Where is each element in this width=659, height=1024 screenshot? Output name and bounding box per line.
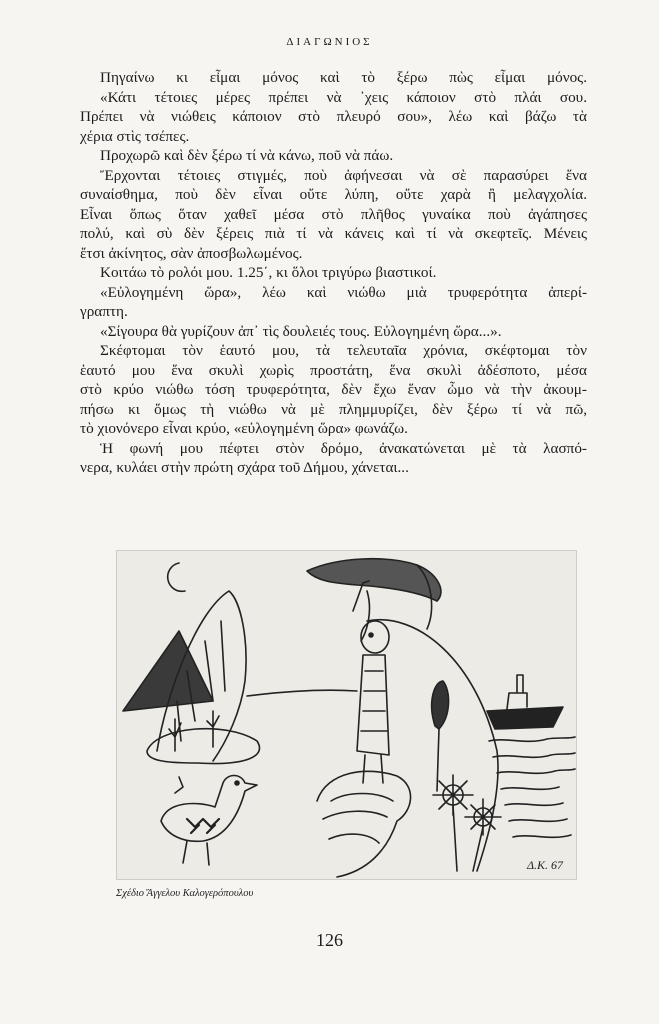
text-line: Σκέφτομαι τὸν ἑαυτό μου, τὰ τελευταῖα χρόνια, σκέφτομαι τὸν	[100, 342, 587, 359]
text-line: συναίσθημα, ποὺ δὲν εἶναι οὔτε λύπη, οὔτε χαρὰ ἢ μελαγχολία.	[80, 186, 587, 203]
text-line: ἑαυτό μου ἕνα σκυλὶ χωρὶς προστάτη, ἕνα σκυλὶ ἀδέσποτο, μέσα	[80, 361, 587, 379]
artist-signature: Δ.Κ. 67	[527, 858, 564, 872]
figure-caption: Σχέδιο Ἄγγελου Καλογερόπουλου	[116, 888, 254, 899]
flower-icon	[465, 799, 501, 871]
flower-icon	[433, 775, 473, 871]
text-line: «Σίγουρα θὰ γυρίζουν ἀπ᾽ τὶς δουλειές τους. Εὐλογημένη ὥρα...».	[100, 322, 502, 340]
hill-shape	[367, 620, 498, 871]
body-text	[80, 68, 587, 478]
text-line: ἔτσι ἀκίνητος, σὰν ἀποσβωλωμένος.	[80, 244, 303, 262]
text-line: νερα, κυλάει στὴν πρώτη σχάρα τοῦ Δήμου, χάνεται...	[80, 459, 409, 476]
text-line: Εἶναι ὅπως ὅταν χαθεῖ μέσα στὸ πλῆθος γυναίκα ποὺ ἀγάπησες	[80, 205, 587, 223]
island-mound	[147, 729, 260, 764]
text-line: χέρια στὶς τσέπες.	[80, 127, 190, 145]
leaf-tree	[432, 681, 449, 729]
drawing-illustration	[116, 550, 577, 880]
text-line: Προχωρῶ καὶ δὲν ξέρω τί νὰ κάνω, ποῦ νὰ πάω.	[100, 147, 394, 164]
sea-waves	[489, 737, 575, 837]
text-line: Ἔρχονται τέτοιες στιγμές, ποὺ ἀφήνεσαι νὰ σὲ παρασύρει ἕνα	[100, 166, 587, 184]
drawing-svg	[117, 551, 576, 879]
text-line: στὸ κρύο νιώθω τόση τρυφερότητα, δὲν ἔχω ἕναν ὦμο νὰ τὴν ἀκουμ-	[80, 381, 587, 398]
text-line: πήσω κι ὅμως τὴ νιώθω νὰ μὲ πλημμυρίζει, δὲν ξέρω τί νὰ πῶ,	[80, 400, 587, 418]
cloud-shape	[307, 559, 441, 601]
text-line: Πρέπει νὰ νιώθεις κάποιον στὸ πλευρό σου», λέω καὶ βάζω τὰ	[80, 108, 587, 125]
boat-icon	[487, 707, 563, 729]
text-line: τὸ χιονόνερο εἶναι κρύο, «εὐλογημένη ὥρα» φωνάζω.	[80, 420, 408, 437]
text-line: «Κάτι τέτοιες μέρες πρέπει νὰ ᾽χεις κάποιον στὸ πλάι σου.	[100, 88, 587, 106]
text-line: Κοιτάω τὸ ρολόι μου. 1.25΄, κι ὅλοι τριγύρω βιαστικοί.	[100, 264, 437, 281]
text-line: Ἡ φωνή μου πέφτει στὸν δρόμο, ἀνακατώνεται μὲ τὰ λασπό-	[100, 439, 587, 457]
text-line: γραπτη.	[80, 303, 128, 320]
running-head: ΔΙΑΓΩΝΙΟΣ	[286, 36, 373, 48]
mountain-icon	[123, 631, 213, 711]
text-line: Πηγαίνω κι εἶμαι μόνος καὶ τὸ ξέρω πὼς εἶμαι μόνος.	[100, 69, 587, 86]
text-line: «Εὐλογημένη ὥρα», λέω καὶ νιώθω μιὰ τρυφερότητα ἀπερί-	[100, 283, 587, 301]
text-line: πολύ, καὶ σὺ δὲν ξέρεις πιὰ τί νὰ κάνεις καὶ τί νὰ σκεφτεῖς. Μένεις	[80, 225, 587, 242]
rope-line	[247, 690, 357, 696]
page-number: 126	[316, 930, 343, 950]
rock-outcrop	[317, 771, 411, 877]
moon-icon	[168, 563, 185, 591]
